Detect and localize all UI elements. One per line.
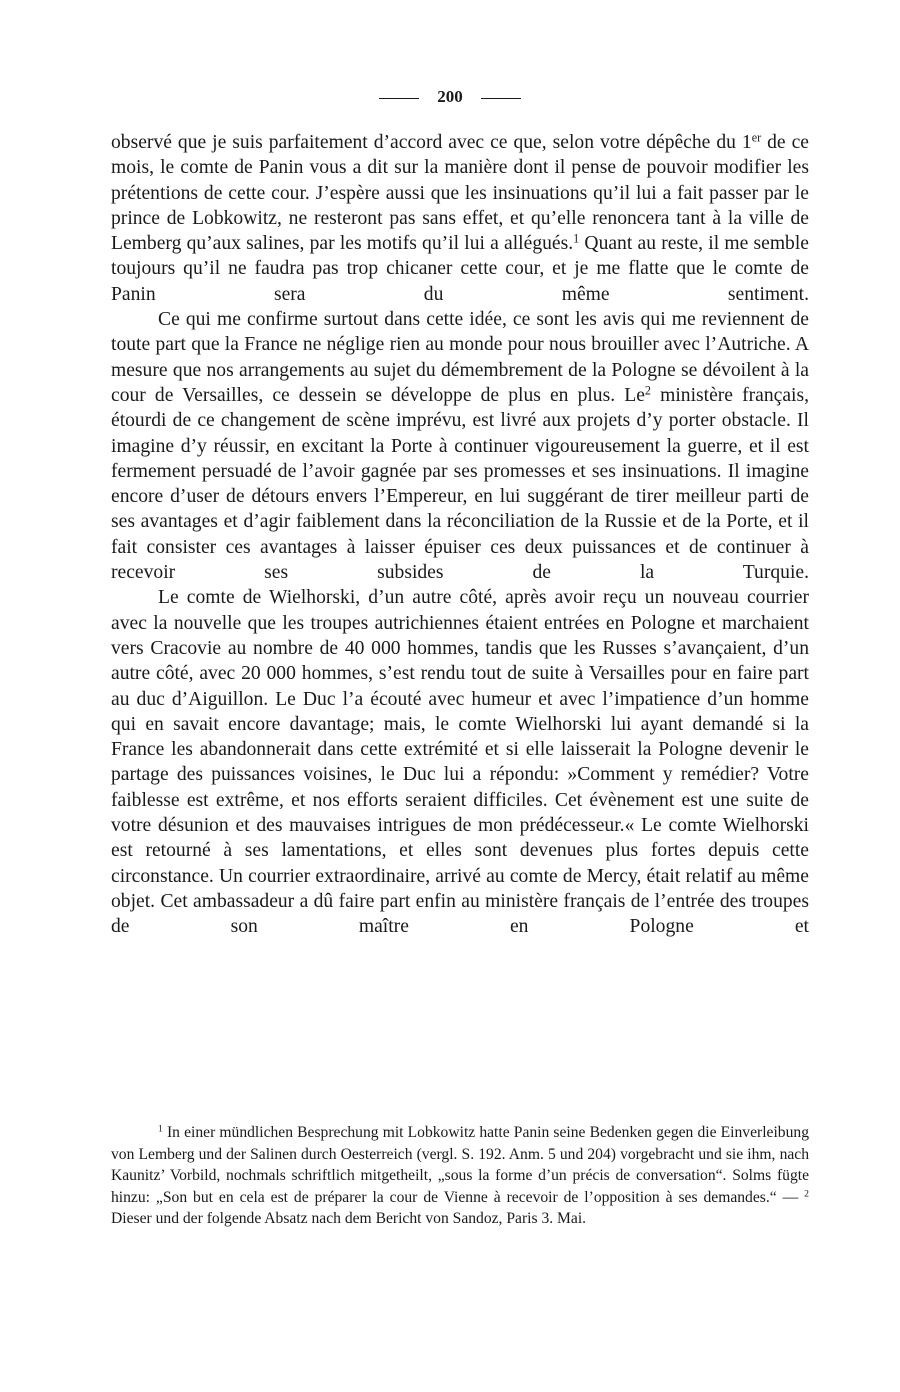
ordinal-suffix: er [751,130,762,145]
paragraph-2-text-b: ministère français, étourdi de ce changement de scène imprévu, est livré aux projets d’y porter obstacle. Il imagine d’y réussir, en excitant la Porte à continuer vigoureusement la guerre, et il est fermement persuadé de l’avoir gagnée par ses promesses et ses insinuations. Il imagine encore d’user de détours envers l’Empereur, en lui suggérant de tirer meilleur parti de ses avantages et d’agir faiblement dans la réconciliation de la Russie et de la Porte, et il fait consister ces avantages à laisser épuiser ces deux puissances et de continuer à recevoir ses subsides de la Turquie. [111,384,809,584]
paragraph-2 [111,307,809,585]
paragraph-1-text-a: observé que je suis parfaitement d’accord avec ce que, selon votre dépêche du [111,132,742,153]
footnote-ref-1: 1 [573,231,580,246]
main-text [111,130,809,940]
paragraph-3: Le comte de Wielhorski, d’un autre côté, après avoir reçu un nouveau courrier avec la nouvelle que les troupes autrichiennes étaient entrées en Pologne et marchaient vers Cracovie au nombre de 40 000 hommes, tandis que les Russes s’avançaient, d’un autre côté, avec 20 000 hommes, s’est rendu tout de suite à Versailles pour en faire part au duc d’Aiguillon. Le Duc l’a écouté avec humeur et avec l’impatience d’un homme qui en savait encore davantage; mais, le comte Wielhorski lui ayant demandé si la France les abandonnerait dans cette extrémité et si elle laisserait la Pologne devenir le partage des puissances voisines, le Duc lui a répondu: »Comment y remédier? Votre faiblesse est extrême, et nos efforts seraient difficiles. Cet évènement est une suite de votre désunion et des mauvaises intrigues de mon prédécesseur.« Le comte Wielhorski est retourné à ses lamentations, et elles sont devenues plus fortes depuis cette circonstance. Un courrier extraordinaire, arrivé au comte de Mercy, était relatif au même objet. Cet ambassadeur a dû faire part enfin au ministère français de l’entrée des troupes de son maître en Pologne et [111,587,809,938]
paragraph-2-text-a: Ce qui me confirme surtout dans cette idée, ce sont les avis qui me reviennent de toute part que la France ne néglige rien au monde pour nous brouiller avec l’Autriche. A mesure que nos arrangements au sujet du démembrement de la Pologne se dévoilent à la cour de Versailles, ce dessein se développe de plus en plus. Le [111,309,809,406]
footnote-marker-2: 2 [804,1188,809,1200]
footnote-marker-1: 1 [158,1123,163,1135]
footnotes [111,1122,809,1230]
paragraph-1-text-b: de ce mois, le comte de Panin vous a dit sur la manière dont il pense de pouvoir modifier les prétentions de cette cour. J’espère aussi que les insinuations qu’il lui a fait passer par le prince de Lobkowitz, ne resteront pas sans effet, et qu’elle renoncera tant à la ville de Lemberg qu’aux salines, par les motifs qu’il lui a allégués. [111,132,809,255]
page-header [0,86,900,108]
footnote-block [111,1122,809,1230]
header-rule-left [379,98,419,99]
footnote-ref-2: 2 [644,383,651,398]
page-number: 200 [437,87,463,106]
footnote-1-text: In einer mündlichen Besprechung mit Lobkowitz hatte Panin seine Bedenken gegen die Einverleibung von Lemberg und der Salinen durch Oesterreich (vergl. S. 192. Anm. 5 und 204) vorgebracht und sie ihm, nach Kaunitz’ Vorbild, nochmals schriftlich mitgetheilt, „sous la forme d’un précis de conversation“. Solms fügte hinzu: „Son but en cela est de préparer la cour de Vienne à recevoir de l’opposition à ses demandes.“ — [111,1124,809,1206]
header-rule-right [481,98,521,99]
paragraph-1-text-c: Quant au reste, il me semble toujours qu’il ne faudra pas trop chicaner cette cour, et je me flatte que le comte de Panin sera du même sentiment. [111,233,809,305]
footnote-2-text: Dieser und der folgende Absatz nach dem Bericht von Sandoz, Paris 3. Mai. [111,1210,587,1227]
paragraph-1 [111,130,809,307]
date-ordinal: 1 [741,132,752,153]
